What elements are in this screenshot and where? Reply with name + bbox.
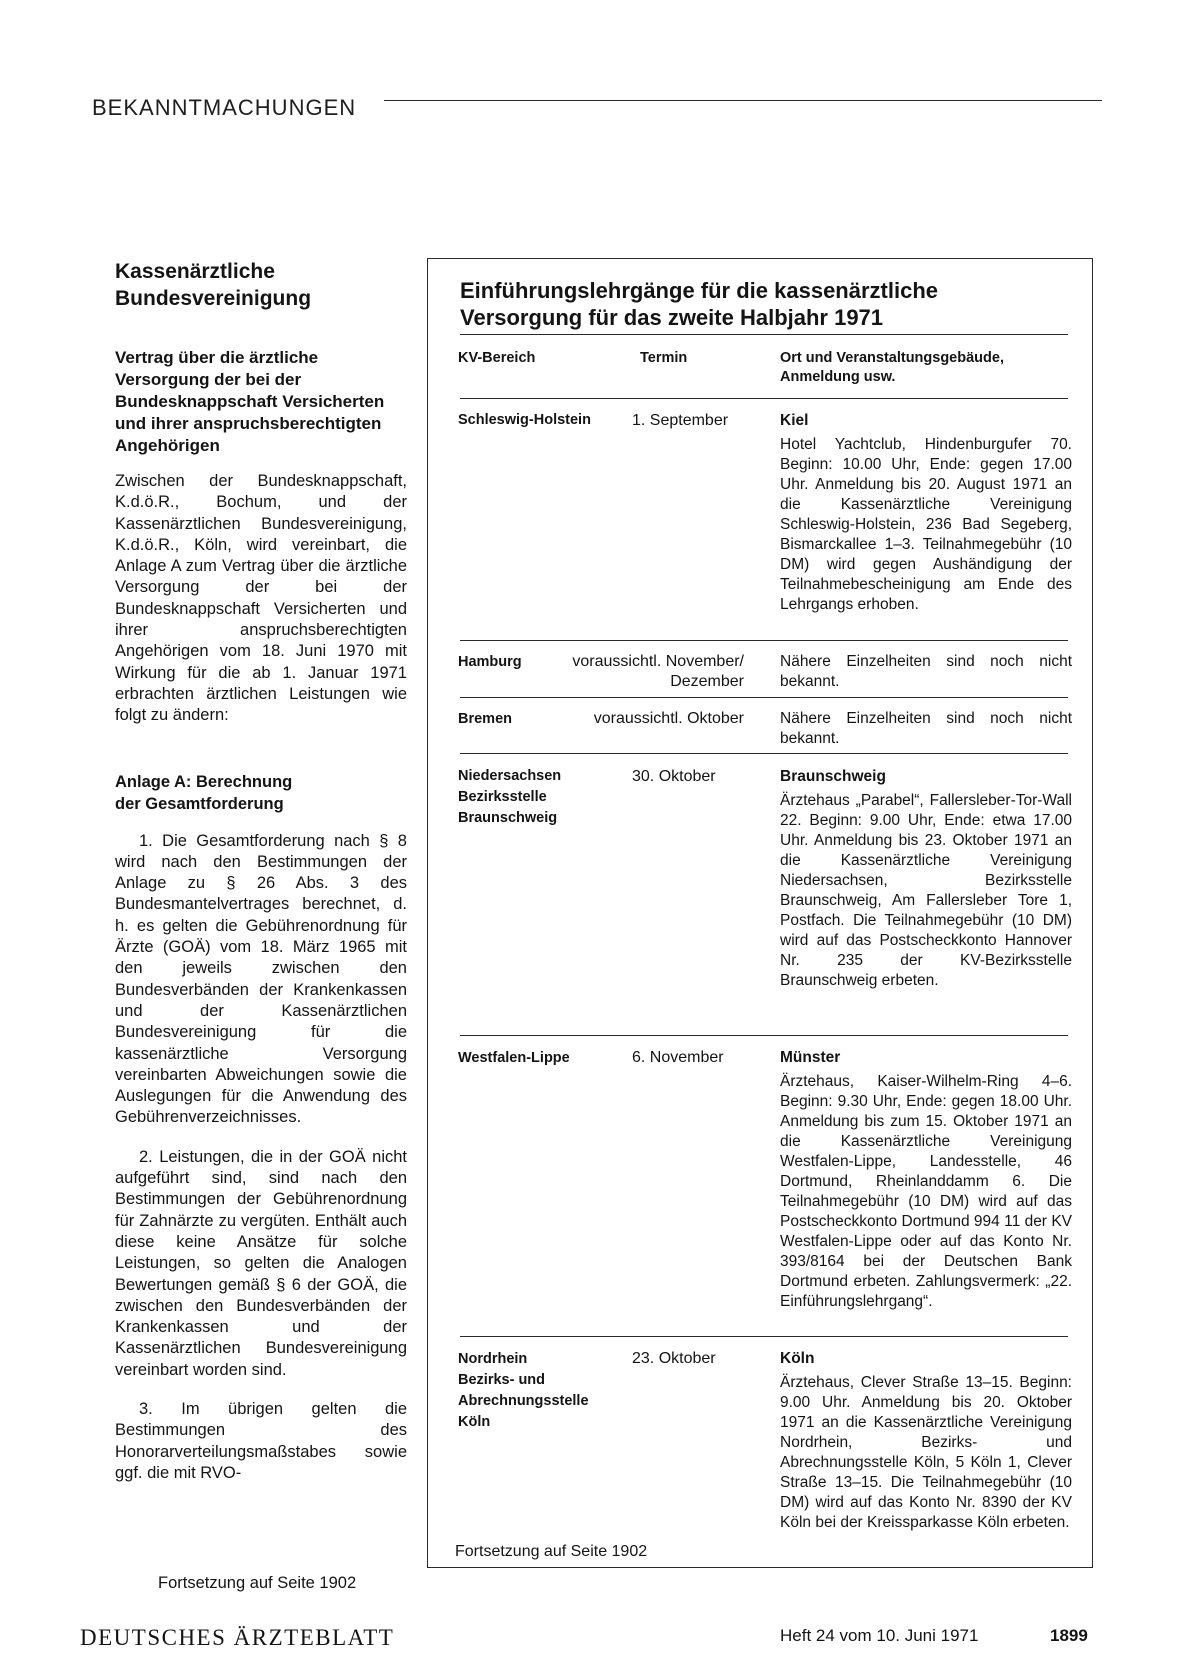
table-row-termin: 23. Oktober (632, 1350, 716, 1367)
header-rule (384, 100, 1102, 101)
page-number: 1899 (1050, 1626, 1088, 1645)
header-bottom-rule (460, 398, 1068, 399)
table-top-rule (460, 334, 1068, 335)
row-rule (460, 1035, 1068, 1036)
table-row-ort (780, 767, 1072, 991)
paragraph-2: 2. Leistungen, die in der GOÄ nicht aufgeführt sind, sind nach den Bestimmungen der Gebührenordnung für Zahnärzte zu vergüten. Enthält auch diese keine Ansätze für solche Leistungen, so gelten die Analogen Bewertungen gemäß § 6 der GOÄ, die zwischen den Bundesverbänden der Krankenkassen und der Kassenärztlichen Bundesvereinigung vereinbart worden sind. (115, 1147, 407, 1379)
table-row-termin: 30. Oktober (632, 768, 716, 785)
intro-paragraph: Zwischen der Bundesknappschaft, K.d.ö.R., Bochum, und der Kassenärztlichen Bundesvereinigung, K.d.ö.R., Köln, wird vereinbart, die Anlage A zum Vertrag über die ärztliche Versorgung der bei der Bundesknappschaft Versicherten und ihrer anspruchsberechtigten Angehörigen vom 18. Juni 1970 mit Wirkung für die ab 1. Januar 1971 erbrachten ärztlichen Leistungen wie folgt zu ändern: (115, 472, 407, 725)
table-row-kv-main: Niedersachsen (458, 768, 562, 784)
column-header-kv: KV-Bereich (458, 350, 536, 366)
table-row-kv (458, 766, 628, 829)
table-row-termin: 6. November (632, 1049, 724, 1066)
anlage-heading (115, 771, 407, 815)
table-row-city: Kiel (780, 412, 809, 429)
section-label: BEKANNTMACHUNGEN (92, 95, 357, 120)
table-row-kv-main: Nordrhein (458, 1351, 528, 1367)
table-row-city: Münster (780, 1049, 841, 1066)
table-row-ort (780, 1349, 1072, 1533)
table-row-text: Ärztehaus „Parabel“, Fallersleber-Tor-Wall 22. Beginn: 9.00 Uhr, Ende: etwa 17.00 Uhr. Anmeldung bis 23. Oktober 1971 an die Kassenärztliche Vereinigung Niedersachsen, Bezirksstelle Braunschweig, Am Fallersleber Tore 1, Postfach. Die Teilnahmegebühr (10 DM) wird auf das Postscheckkonto Hannover Nr. 235 der KV-Bezirksstelle Braunschweig erbeten. (780, 792, 1072, 989)
box-title-line2: Versorgung für das zweite Halbjahr 1971 (460, 305, 884, 330)
row-rule (460, 697, 1068, 698)
row-rule (460, 753, 1068, 754)
table-row-text: Hotel Yachtclub, Hindenburgufer 70. Beginn: 10.00 Uhr, Ende: gegen 17.00 Uhr. Anmeldung bis 20. August 1971 an die Kassenärztliche Vereinigung Schleswig-Holstein, 236 Bad Segeberg, Bismarckallee 1–3. Teilnahmegebühr (10 DM) wird gegen Aushändigung der Teilnahmebescheinigung am Ende des Lehrgangs erhoben. (780, 436, 1072, 613)
table-row-kv-sub: Bezirksstelle Braunschweig (458, 789, 558, 826)
box-continuation-note: Fortsetzung auf Seite 1902 (455, 1543, 648, 1560)
org-name-line2: Bundesvereinigung (115, 287, 312, 310)
table-row-termin: voraussichtl. November/ Dezember (572, 653, 744, 690)
row-rule (460, 1336, 1068, 1337)
article-subheading: Vertrag über die ärztliche Versorgung der bei der Bundesknappschaft Versicherten und ihrer anspruchsberechtigten Angehörigen (115, 348, 385, 455)
table-row-ort (780, 1048, 1072, 1312)
paragraph-1: 1. Die Gesamtforderung nach § 8 wird nach den Bestimmungen der Anlage zu § 26 Abs. 3 des Bundesmantelvertrages berechnet, d. h. es gelten die Gebührenordnung für Ärzte (GOÄ) vom 18. März 1965 mit den jeweils zwischen den Bundesverbänden der Krankenkassen und der Kassenärztlichen Bundesvereinigung für die kassenärztliche Versorgung vereinbarten Abweichungen sowie die Auslegungen für die Anwendung des Gebührenverzeichnisses. (115, 831, 407, 1127)
column-header-termin: Termin (640, 350, 688, 366)
table-row-kv: Schleswig-Holstein (458, 412, 591, 428)
table-row-termin: 1. September (632, 412, 729, 429)
table-row-termin: voraussichtl. Oktober (593, 710, 744, 727)
left-continuation-note: Fortsetzung auf Seite 1902 (158, 1574, 357, 1592)
column-header-ort-line1: Ort und Veranstaltungsgebäude, (780, 350, 1004, 366)
table-row-kv: Westfalen-Lippe (458, 1050, 570, 1066)
table-row-ort: Nähere Einzelheiten sind noch nicht bekannt. (780, 710, 1072, 747)
box-title-line1: Einführungslehrgänge für die kassenärztliche (460, 278, 938, 303)
column-header-ort (780, 349, 1004, 387)
issue-info: Heft 24 vom 10. Juni 1971 (780, 1626, 979, 1645)
paragraph-3: 3. Im übrigen gelten die Bestimmungen des Honorarverteilungsmaßstabes sowie ggf. die mit RVO- (115, 1399, 407, 1482)
row-rule (460, 640, 1068, 641)
left-column (115, 258, 407, 1484)
table-row-kv: Hamburg (458, 654, 522, 670)
table-row-kv: Bremen (458, 711, 512, 727)
org-name-line1: Kassenärztliche (115, 260, 275, 283)
table-row-kv (458, 1349, 628, 1433)
table-row-text: Ärztehaus, Clever Straße 13–15. Beginn: 9.00 Uhr. Anmeldung bis 20. Oktober 1971 an die Kassenärztliche Vereinigung Nordrhein, Bezirks- und Abrechnungsstelle Köln, 5 Köln 1, Clever Straße 13–15. Die Teilnahmegebühr (10 DM) wird auf das Konto Nr. 8390 der KV Köln bei der Kreissparkasse Köln erbeten. (780, 1374, 1072, 1531)
table-row-city: Braunschweig (780, 768, 886, 785)
journal-name: DEUTSCHES ÄRZTEBLATT (80, 1625, 395, 1650)
anlage-heading-line1: Anlage A: Berechnung (115, 772, 293, 791)
table-row-text: Ärztehaus, Kaiser-Wilhelm-Ring 4–6. Beginn: 9.30 Uhr, Ende: gegen 18.00 Uhr. Anmeldung bis zum 15. Oktober 1971 an die Kassenärztliche Vereinigung Westfalen-Lippe, Landesstelle, 46 Dortmund, Rheinlanddamm 6. Die Teilnahmegebühr (10 DM) wird auf das Postscheckkonto Dortmund 994 11 der KV Westfalen-Lippe oder auf das Konto Nr. 393/8164 bei der Deutschen Bank Dortmund erbeten. Zahlungsvermerk: „22. Einführungslehrgang“. (780, 1073, 1072, 1310)
table-row-ort (780, 411, 1072, 615)
box-title (460, 277, 1080, 331)
anlage-heading-line2: der Gesamtforderung (115, 794, 284, 813)
table-row-ort: Nähere Einzelheiten sind noch nicht bekannt. (780, 653, 1072, 690)
column-header-ort-line2: Anmeldung usw. (780, 369, 896, 385)
table-row-city: Köln (780, 1350, 815, 1367)
table-row-kv-sub: Bezirks- und Abrechnungsstelle Köln (458, 1372, 589, 1430)
